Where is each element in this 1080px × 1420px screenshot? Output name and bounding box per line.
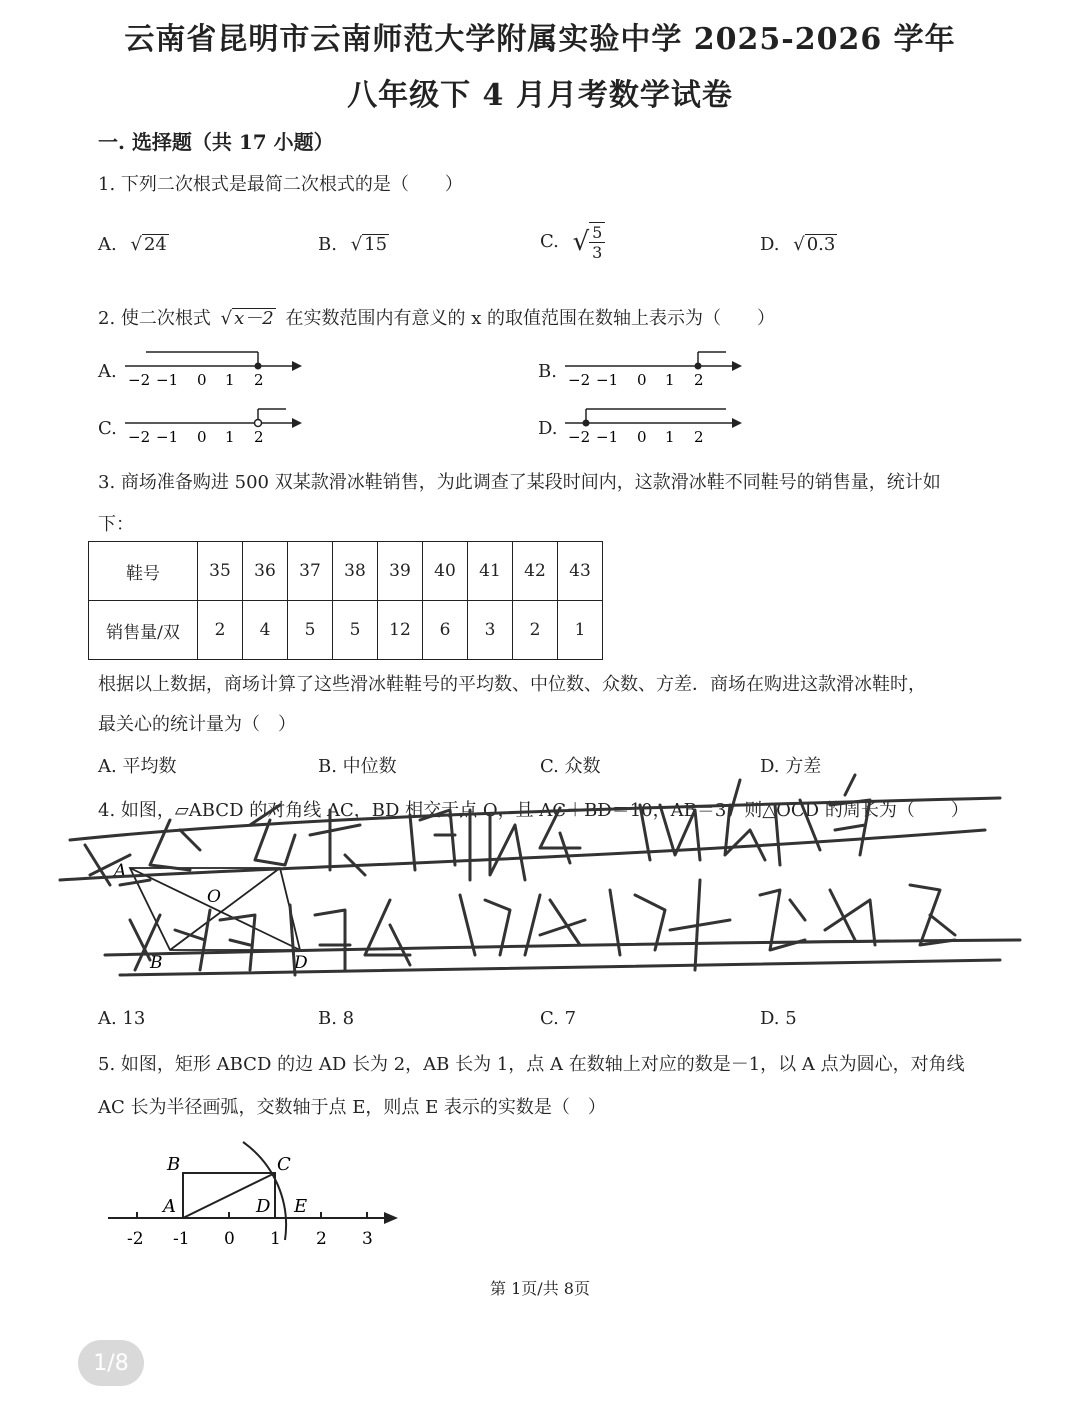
table-cell: 42 — [513, 542, 558, 601]
q2-option-c-label: C. — [98, 418, 117, 439]
q3-option-b: B. 中位数 — [318, 756, 397, 777]
q4-option-a: A. 13 — [98, 1008, 146, 1029]
table-header-cell: 销售量/双 — [89, 601, 198, 660]
tick-label: 0 — [197, 428, 207, 446]
tick-label: 1 — [665, 371, 675, 389]
shoe-sales-table — [88, 541, 603, 660]
q2-option-d-label: D. — [538, 418, 558, 439]
table-cell: 3 — [468, 601, 513, 660]
tick-label: 2 — [694, 428, 704, 446]
tick-label: 1 — [225, 371, 235, 389]
table-cell: 12 — [378, 601, 423, 660]
q1-option-d: D. √ 0.3 — [760, 234, 836, 255]
table-cell: 1 — [558, 601, 603, 660]
tick-label: 2 — [694, 371, 704, 389]
axis-tick-label: 1 — [270, 1229, 281, 1249]
q2-numberline-b — [560, 346, 750, 390]
table-header-cell: 鞋号 — [89, 542, 198, 601]
q1-a-radicand: 24 — [143, 234, 167, 255]
question-1-stem: 1. 下列二次根式是最简二次根式的是（ ） — [98, 174, 463, 195]
point-label-d: D — [256, 1196, 271, 1217]
table-cell: 36 — [243, 542, 288, 601]
tick-label: −1 — [596, 371, 619, 389]
point-label-e: E — [294, 1196, 308, 1217]
table-cell: 43 — [558, 542, 603, 601]
tick-label: 0 — [637, 371, 647, 389]
q2-stem-pre: 2. 使二次根式 — [98, 308, 211, 329]
tick-label: 1 — [225, 428, 235, 446]
point-label-c: C — [277, 1154, 291, 1175]
table-cell: 35 — [198, 542, 243, 601]
axis-tick-label: -1 — [173, 1229, 190, 1249]
page-footer: 第 1页/共 8页 — [490, 1279, 590, 1298]
axis-tick-label: 3 — [362, 1229, 373, 1249]
exam-title-line2: 八年级下 4 月月考数学试卷 — [347, 78, 733, 113]
vertex-label-d: D — [294, 953, 308, 973]
point-label-b: B — [167, 1154, 181, 1175]
tick-label: 2 — [254, 428, 264, 446]
option-label: D. — [760, 234, 780, 255]
table-cell: 41 — [468, 542, 513, 601]
question-3-stem-line2: 下： — [98, 514, 134, 535]
option-label: A. — [98, 234, 117, 255]
vertex-label-b: B — [150, 953, 163, 973]
q1-b-radicand: 15 — [364, 234, 388, 255]
table-cell: 40 — [423, 542, 468, 601]
question-5-stem-line1: 5. 如图，矩形 ABCD 的边 AD 长为 2，AB 长为 1，点 A 在数轴上对应的数是－1，以 A 点为圆心，对角线 — [98, 1054, 965, 1075]
q1-option-c: C. √ $\frac{5}{3}$ — [540, 222, 605, 262]
question-2-stem: 2. 使二次根式 √ x－2 在实数范围内有意义的 x 的取值范围在数轴上表示为（ ） — [98, 308, 776, 329]
vertex-label-a: A — [114, 861, 127, 881]
q2-stem-post: 在实数范围内有意义的 x 的取值范围在数轴上表示为（ ） — [285, 308, 776, 329]
question-4-stem: 4. 如图，▱ABCD 的对角线 AC，BD 相交于点 O，且 AC＋BD＝10，AB＝3，则△OCD 的周长为（ ） — [98, 800, 969, 821]
table-cell: 4 — [243, 601, 288, 660]
tick-label: −2 — [128, 428, 151, 446]
q1-option-b: B. √ 15 — [318, 234, 388, 255]
table-cell: 2 — [198, 601, 243, 660]
q5-rectangle-numberline-figure — [100, 1140, 410, 1260]
table-cell: 6 — [423, 601, 468, 660]
point-label-a: A — [163, 1196, 176, 1217]
table-cell: 5 — [333, 601, 378, 660]
tick-label: 2 — [254, 371, 264, 389]
question-5-stem-line2: AC 长为半径画弧，交数轴于点 E，则点 E 表示的实数是（ ） — [98, 1097, 606, 1118]
q2-numberline-c — [120, 403, 310, 447]
q2-radicand: x－2 — [234, 308, 274, 329]
tick-label: −2 — [128, 371, 151, 389]
page-indicator-badge[interactable]: 1/8 — [78, 1340, 144, 1386]
table-cell: 5 — [288, 601, 333, 660]
table-row — [89, 601, 603, 660]
table-row — [89, 542, 603, 601]
question-3-after-line2: 最关心的统计量为（ ） — [98, 714, 296, 735]
tick-label: −1 — [596, 428, 619, 446]
tick-label: −2 — [568, 371, 591, 389]
q2-numberline-d — [560, 403, 750, 447]
q1-option-a: A. √ 24 — [98, 234, 167, 255]
q1-d-radicand: 0.3 — [806, 234, 836, 255]
q4-option-d: D. 5 — [760, 1008, 797, 1029]
q4-option-b: B. 8 — [318, 1008, 355, 1029]
q2-option-b-label: B. — [538, 361, 557, 382]
question-3-after-line1: 根据以上数据，商场计算了这些滑冰鞋鞋号的平均数、中位数、众数、方差．商场在购进这款滑冰鞋时， — [98, 674, 926, 695]
axis-tick-label: -2 — [127, 1229, 144, 1249]
question-3-stem-line1: 3. 商场准备购进 500 双某款滑冰鞋销售，为此调查了某段时间内，这款滑冰鞋不同鞋号的销售量，统计如 — [98, 472, 941, 493]
section-heading: 一. 选择题（共 17 小题） — [98, 130, 334, 154]
table-cell: 38 — [333, 542, 378, 601]
handwritten-scribble-overlay — [0, 770, 1080, 1030]
q3-option-a: A. 平均数 — [98, 756, 177, 777]
tick-label: −2 — [568, 428, 591, 446]
q2-option-a-label: A. — [98, 361, 117, 382]
q2-numberline-a — [120, 346, 310, 390]
point-label-o: O — [207, 887, 221, 907]
tick-label: −1 — [156, 371, 179, 389]
q1-c-numerator: 5 — [589, 222, 605, 243]
tick-label: 0 — [197, 371, 207, 389]
option-label: C. — [540, 231, 559, 253]
q3-option-d: D. 方差 — [760, 756, 822, 777]
table-cell: 2 — [513, 601, 558, 660]
option-label: B. — [318, 234, 337, 255]
axis-tick-label: 2 — [316, 1229, 327, 1249]
tick-label: −1 — [156, 428, 179, 446]
table-cell: 39 — [378, 542, 423, 601]
q4-option-c: C. 7 — [540, 1008, 577, 1029]
q3-option-c: C. 众数 — [540, 756, 601, 777]
tick-label: 1 — [665, 428, 675, 446]
exam-title-line1: 云南省昆明市云南师范大学附属实验中学 2025-2026 学年 — [124, 22, 956, 57]
axis-tick-label: 0 — [224, 1229, 235, 1249]
table-cell: 37 — [288, 542, 333, 601]
q1-c-denominator: 3 — [592, 243, 603, 263]
tick-label: 0 — [637, 428, 647, 446]
